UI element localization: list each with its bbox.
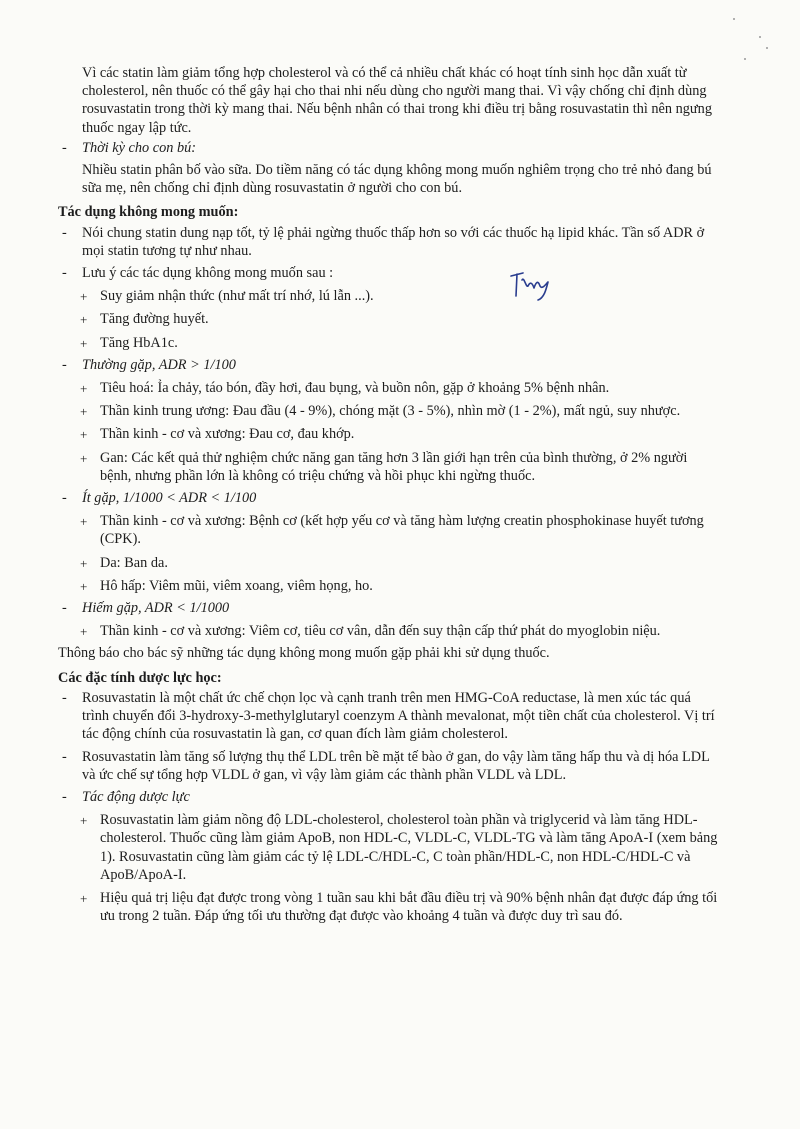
list-item: + Hiệu quả trị liệu đạt được trong vòng 1 tuần sau khi bắt đầu điều trị và 90% bệnh nhân đạt được đáp ứng tối ưu trong 2 tuần. Đáp ứng tối ưu thường đạt được vào khoảng 4 tuần và được duy trì sau đó. xyxy=(58,889,718,925)
paper-speck xyxy=(733,18,735,20)
pd-item-mechanism: - Rosuvastatin là một chất ức chế chọn lọc và cạnh tranh trên men HMG-CoA reductase, là men xúc tác quá trình chuyển đổi 3-hydroxy-3-methylglutaryl coenzym A thành mevalonat, một tiền chất của cholesterol. Vị trí tác động chính của rosuvastatin là gan, cơ quan đích làm giảm cholesterol. xyxy=(58,689,718,744)
document-body xyxy=(58,64,718,925)
paper-speck xyxy=(766,47,768,49)
handwritten-signature xyxy=(508,270,554,304)
list-item: + Tiêu hoá: Ỉa chảy, táo bón, đầy hơi, đau bụng, và buồn nôn, gặp ở khoảng 5% bệnh nhân. xyxy=(58,379,718,397)
list-item: + Tăng đường huyết. xyxy=(58,310,718,328)
pd-effect-title: - Tác động dược lực xyxy=(58,788,718,806)
breastfeeding-paragraph: Nhiều statin phân bố vào sữa. Do tiềm năng có tác dụng không mong muốn nghiêm trọng cho trẻ nhỏ đang bú sữa mẹ, nên chống chỉ định dùng rosuvastatin ở người cho con bú. xyxy=(82,162,712,197)
adr-general: - Nói chung statin dung nạp tốt, tỷ lệ phải ngừng thuốc thấp hơn so với các thuốc hạ lipid khác. Tần số ADR ở mọi statin tương tự như nhau. xyxy=(58,224,718,260)
rare-title: - Hiếm gặp, ADR < 1/1000 xyxy=(58,599,718,617)
list-item: + Thần kinh - cơ và xương: Đau cơ, đau khớp. xyxy=(58,425,718,443)
adr-note: - Lưu ý các tác dụng không mong muốn sau : xyxy=(58,264,718,282)
adr-heading: Tác dụng không mong muốn: xyxy=(58,204,239,221)
list-item: + Thần kinh - cơ và xương: Viêm cơ, tiêu cơ vân, dẫn đến suy thận cấp thứ phát do myoglobin niệu. xyxy=(58,622,718,640)
list-item: + Da: Ban da. xyxy=(58,554,718,572)
list-item: + Rosuvastatin làm giảm nồng độ LDL-cholesterol, cholesterol toàn phần và triglycerid và làm tăng HDL-cholesterol. Thuốc cũng làm giảm ApoB, non HDL-C, VLDL-C, VLDL-TG và làm tăng ApoA-I (xem bảng 1). Rosuvastatin cũng làm giảm các tỷ lệ LDL-C/HDL-C, C toàn phần/HDL-C, non HDL-C/HDL-C và ApoB/ApoA-I. xyxy=(58,811,718,884)
list-item: + Thần kinh trung ương: Đau đầu (4 - 9%), chóng mặt (3 - 5%), nhìn mờ (1 - 2%), mất ngủ, suy nhược. xyxy=(58,402,718,420)
list-item: + Thần kinh - cơ và xương: Bệnh cơ (kết hợp yếu cơ và tăng hàm lượng creatin phosphokinase huyết tương (CPK). xyxy=(58,512,718,548)
list-item: + Hô hấp: Viêm mũi, viêm xoang, viêm họng, ho. xyxy=(58,577,718,595)
list-item: + Gan: Các kết quả thử nghiệm chức năng gan tăng hơn 3 lần giới hạn trên của bình thường, ở 2% người bệnh, nhưng phần lớn là không có triệu chứng và hồi phục khi ngừng thuốc. xyxy=(58,449,718,485)
breastfeeding-title: - Thời kỳ cho con bú: xyxy=(58,139,718,157)
pharmacodynamics-heading: Các đặc tính dược lực học: xyxy=(58,669,222,686)
notify-paragraph: Thông báo cho bác sỹ những tác dụng không mong muốn gặp phải khi sử dụng thuốc. xyxy=(58,645,550,662)
list-item: + Suy giảm nhận thức (như mất trí nhớ, lú lẫn ...). xyxy=(58,287,718,305)
common-title: - Thường gặp, ADR > 1/100 xyxy=(58,356,718,374)
paper-speck xyxy=(759,36,761,38)
uncommon-title: - Ít gặp, 1/1000 < ADR < 1/100 xyxy=(58,489,718,507)
paper-speck xyxy=(744,58,746,60)
pregnancy-paragraph: Vì các statin làm giảm tổng hợp cholesterol và có thể cả nhiều chất khác có hoạt tính sinh học dẫn xuất từ cholesterol, nên thuốc có thể gây hại cho thai nhi nếu dùng cho người mang thai. Vì vậy chống chỉ định dùng rosuvastatin trong thời kỳ mang thai. Nếu bệnh nhân có thai trong khi điều trị bằng rosuvastatin thì nên ngưng thuốc ngay lập tức. xyxy=(82,65,712,136)
list-item: + Tăng HbA1c. xyxy=(58,334,718,352)
pd-item-ldl-receptor: - Rosuvastatin làm tăng số lượng thụ thể LDL trên bề mặt tế bào ở gan, do vậy làm tăng hấp thu và dị hóa LDL và ức chế sự tổng hợp VLDL ở gan, vì vậy làm giảm các thành phần VLDL và LDL. xyxy=(58,748,718,784)
